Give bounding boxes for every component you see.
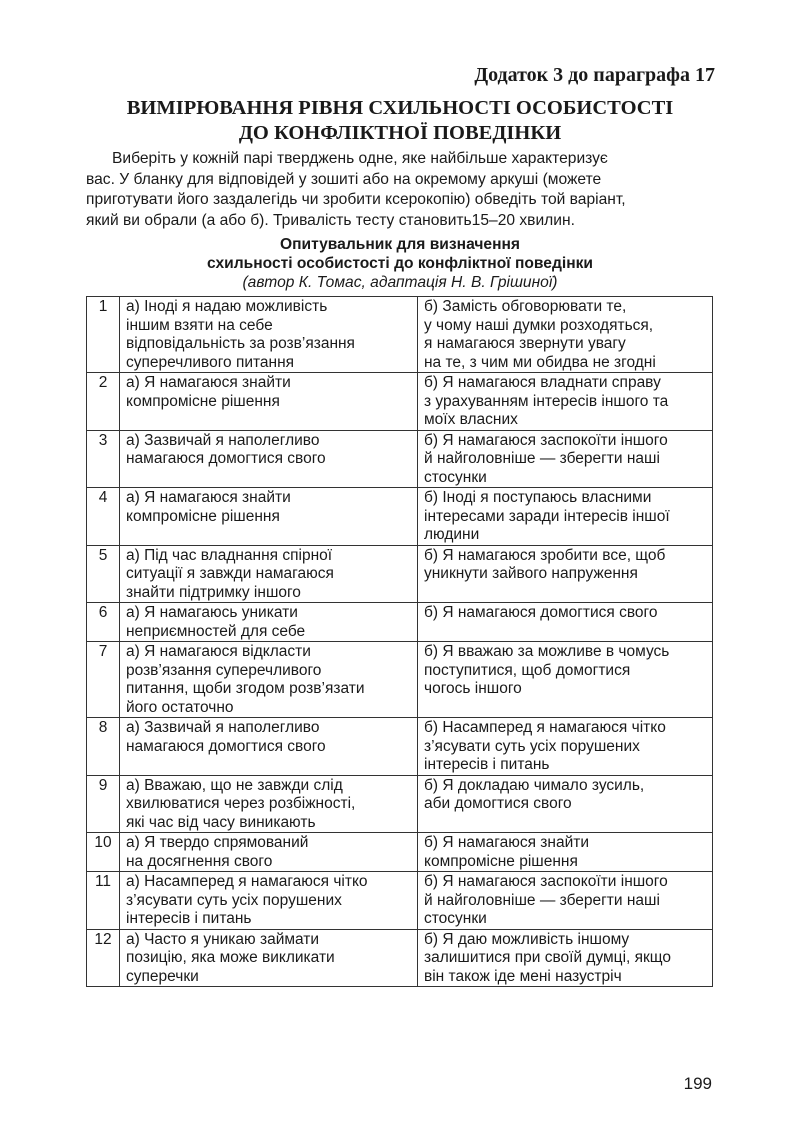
option-b-line: уникнути зайвого напруження — [424, 565, 638, 582]
option-b-line: з’ясувати суть усіх порушених — [424, 737, 640, 755]
option-a-line: а) Вважаю, що не завжди слід — [126, 776, 343, 794]
option-a — [120, 929, 418, 987]
table-row — [87, 430, 713, 488]
option-a — [120, 718, 418, 776]
table-row — [87, 642, 713, 718]
option-a-line: знайти підтримку іншого — [126, 583, 301, 601]
option-b — [418, 545, 713, 603]
intro-line: приготувати його заздалегідь чи зробити ксерокопію) обведіть той варіант, — [86, 191, 626, 208]
option-b — [418, 430, 713, 488]
option-a — [120, 642, 418, 718]
question-number: 11 — [87, 872, 120, 930]
option-b-line: аби домогтися свого — [424, 795, 572, 812]
option-a-line: неприємностей для себе — [126, 622, 306, 640]
option-b-line: залишитися при своїй думці, якщо — [424, 949, 671, 966]
option-b — [418, 603, 713, 642]
question-number: 6 — [87, 603, 120, 642]
option-b-line: б) Я докладаю чимало зусиль, — [424, 776, 645, 794]
option-b-line: стосунки — [424, 910, 487, 927]
option-b — [418, 929, 713, 987]
option-b-line: людини — [424, 526, 480, 543]
option-b-line: він також іде мені назустріч — [424, 967, 622, 985]
intro-line: який ви обрали (а або б). Тривалість тесту становить15–20 хвилин. — [86, 211, 575, 229]
questionnaire-title — [80, 235, 720, 292]
option-a-line: які час від часу виникають — [126, 813, 316, 831]
questionnaire-title-line-1: Опитувальник для визначення — [279, 236, 521, 253]
option-a-line: а) Зазвичай я наполегливо — [126, 719, 320, 736]
option-b-line: б) Я намагаюся владнати справу — [424, 374, 661, 391]
option-b-line: з урахуванням інтересів іншого та — [424, 392, 669, 410]
table-row — [87, 929, 713, 987]
title-line-1: ВИМІРЮВАННЯ РІВНЯ СХИЛЬНОСТІ ОСОБИСТОСТІ — [126, 97, 674, 119]
option-a-line: ситуації я завжди намагаюся — [126, 565, 334, 582]
questionnaire-table — [86, 296, 713, 987]
option-a-line: намагаюся домогтися свого — [126, 450, 326, 467]
question-number: 8 — [87, 718, 120, 776]
option-a-line: суперечки — [126, 967, 199, 985]
table-row — [87, 603, 713, 642]
option-b — [418, 373, 713, 431]
question-number: 12 — [87, 929, 120, 987]
option-a — [120, 373, 418, 431]
option-a-line: компромісне рішення — [126, 392, 280, 410]
option-a-line: а) Насамперед я намагаюся чітко — [126, 873, 368, 890]
table-row — [87, 545, 713, 603]
option-b-line: б) Я намагаюся знайти — [424, 834, 590, 851]
option-a — [120, 545, 418, 603]
option-b — [418, 642, 713, 718]
table-row — [87, 297, 713, 373]
option-a-line: а) Я намагаюся знайти — [126, 489, 291, 506]
option-b — [418, 872, 713, 930]
option-a-line: відповідальність за розв’язання — [126, 335, 355, 352]
option-a-line: а) Під час владнання спірної — [126, 546, 333, 564]
option-a — [120, 430, 418, 488]
option-a-line: а) Я намагаюся знайти — [126, 374, 291, 391]
option-b-line: б) Насамперед я намагаюся чітко — [424, 719, 666, 736]
question-number: 10 — [87, 833, 120, 872]
option-b-line: б) Я намагаюся домогтися свого — [424, 604, 658, 621]
option-a-line: а) Часто я уникаю займати — [126, 930, 320, 948]
option-b-line: й найголовніше — зберегти наші — [424, 450, 660, 467]
option-b-line: й найголовніше — зберегти наші — [424, 891, 660, 909]
option-a — [120, 603, 418, 642]
option-b — [418, 488, 713, 546]
option-a — [120, 297, 418, 373]
page-title — [80, 96, 720, 146]
question-number: 1 — [87, 297, 120, 373]
intro-line: вас. У бланку для відповідей у зошиті або на окремому аркуші (можете — [86, 170, 602, 188]
option-b-line: моїх власних — [424, 411, 518, 428]
option-b-line: на те, з чим ми обидва не згодні — [424, 353, 656, 371]
option-a-line: а) Я твердо спрямований — [126, 834, 309, 851]
option-b — [418, 297, 713, 373]
table-row — [87, 872, 713, 930]
option-b-line: б) Я даю можливість іншому — [424, 930, 630, 948]
question-number: 5 — [87, 545, 120, 603]
question-number: 2 — [87, 373, 120, 431]
option-a-line: з’ясувати суть усіх порушених — [126, 891, 342, 909]
option-b-line: б) Іноді я поступаюсь власними — [424, 489, 652, 506]
option-a-line: компромісне рішення — [126, 507, 280, 525]
option-b — [418, 775, 713, 833]
option-b-line: б) Я вважаю за можливе в чомусь — [424, 643, 670, 660]
option-b-line: б) Я намагаюся зробити все, щоб — [424, 546, 666, 564]
option-a-line: позицію, яка може викликати — [126, 949, 335, 966]
question-number: 4 — [87, 488, 120, 546]
table-row — [87, 488, 713, 546]
option-a-line: намагаюся домогтися свого — [126, 737, 326, 755]
option-a-line: питання, щоби згодом розв’язати — [126, 680, 365, 697]
option-b — [418, 833, 713, 872]
option-b-line: чогось іншого — [424, 680, 522, 697]
option-b-line: б) Я намагаюся заспокоїти іншого — [424, 873, 668, 890]
question-number: 3 — [87, 430, 120, 488]
appendix-heading: Додаток 3 до параграфа 17 — [474, 64, 715, 86]
option-b-line: компромісне рішення — [424, 852, 578, 870]
option-a-line: хвилюватися через розбіжності, — [126, 795, 356, 812]
option-a — [120, 833, 418, 872]
option-b-line: інтересів і питань — [424, 756, 550, 773]
option-b-line: я намагаюся звернути увагу — [424, 335, 626, 352]
option-a-line: а) Я намагаюсь уникати — [126, 604, 298, 621]
questionnaire-author: (автор К. Томас, адаптація Н. В. Грішиної) — [242, 274, 558, 291]
option-a-line: а) Зазвичай я наполегливо — [126, 431, 320, 449]
table-row — [87, 833, 713, 872]
option-a-line: суперечливого питання — [126, 353, 295, 371]
table-row — [87, 718, 713, 776]
question-number: 7 — [87, 642, 120, 718]
option-a — [120, 872, 418, 930]
page-number: 199 — [683, 1074, 712, 1093]
option-b-line: інтересами заради інтересів іншої — [424, 507, 670, 525]
option-b-line: стосунки — [424, 468, 487, 486]
option-a — [120, 488, 418, 546]
option-b — [418, 718, 713, 776]
option-a-line: а) Я намагаюся відкласти — [126, 643, 311, 660]
option-a-line: інтересів і питань — [126, 910, 252, 927]
option-a-line: його остаточно — [126, 698, 234, 716]
intro-line: Виберіть у кожній парі тверджень одне, яке найбільше характеризує — [86, 150, 608, 167]
option-b-line: поступитися, щоб домогтися — [424, 661, 631, 679]
option-a-line: на досягнення свого — [126, 852, 273, 870]
option-a-line: а) Іноді я надаю можливість — [126, 298, 328, 315]
option-b-line: у чому наші думки розходяться, — [424, 316, 654, 334]
option-b-line: б) Замість обговорювати те, — [424, 298, 627, 315]
intro-paragraph — [86, 149, 715, 231]
option-a-line: іншим взяти на себе — [126, 316, 273, 334]
table-row — [87, 373, 713, 431]
title-line-2: ДО КОНФЛІКТНОЇ ПОВЕДІНКИ — [238, 122, 562, 144]
questionnaire-title-line-2: схильності особистості до конфліктної поведінки — [207, 255, 593, 272]
option-a — [120, 775, 418, 833]
option-b-line: б) Я намагаюся заспокоїти іншого — [424, 431, 668, 449]
question-number: 9 — [87, 775, 120, 833]
option-a-line: розв’язання суперечливого — [126, 661, 322, 679]
table-row — [87, 775, 713, 833]
